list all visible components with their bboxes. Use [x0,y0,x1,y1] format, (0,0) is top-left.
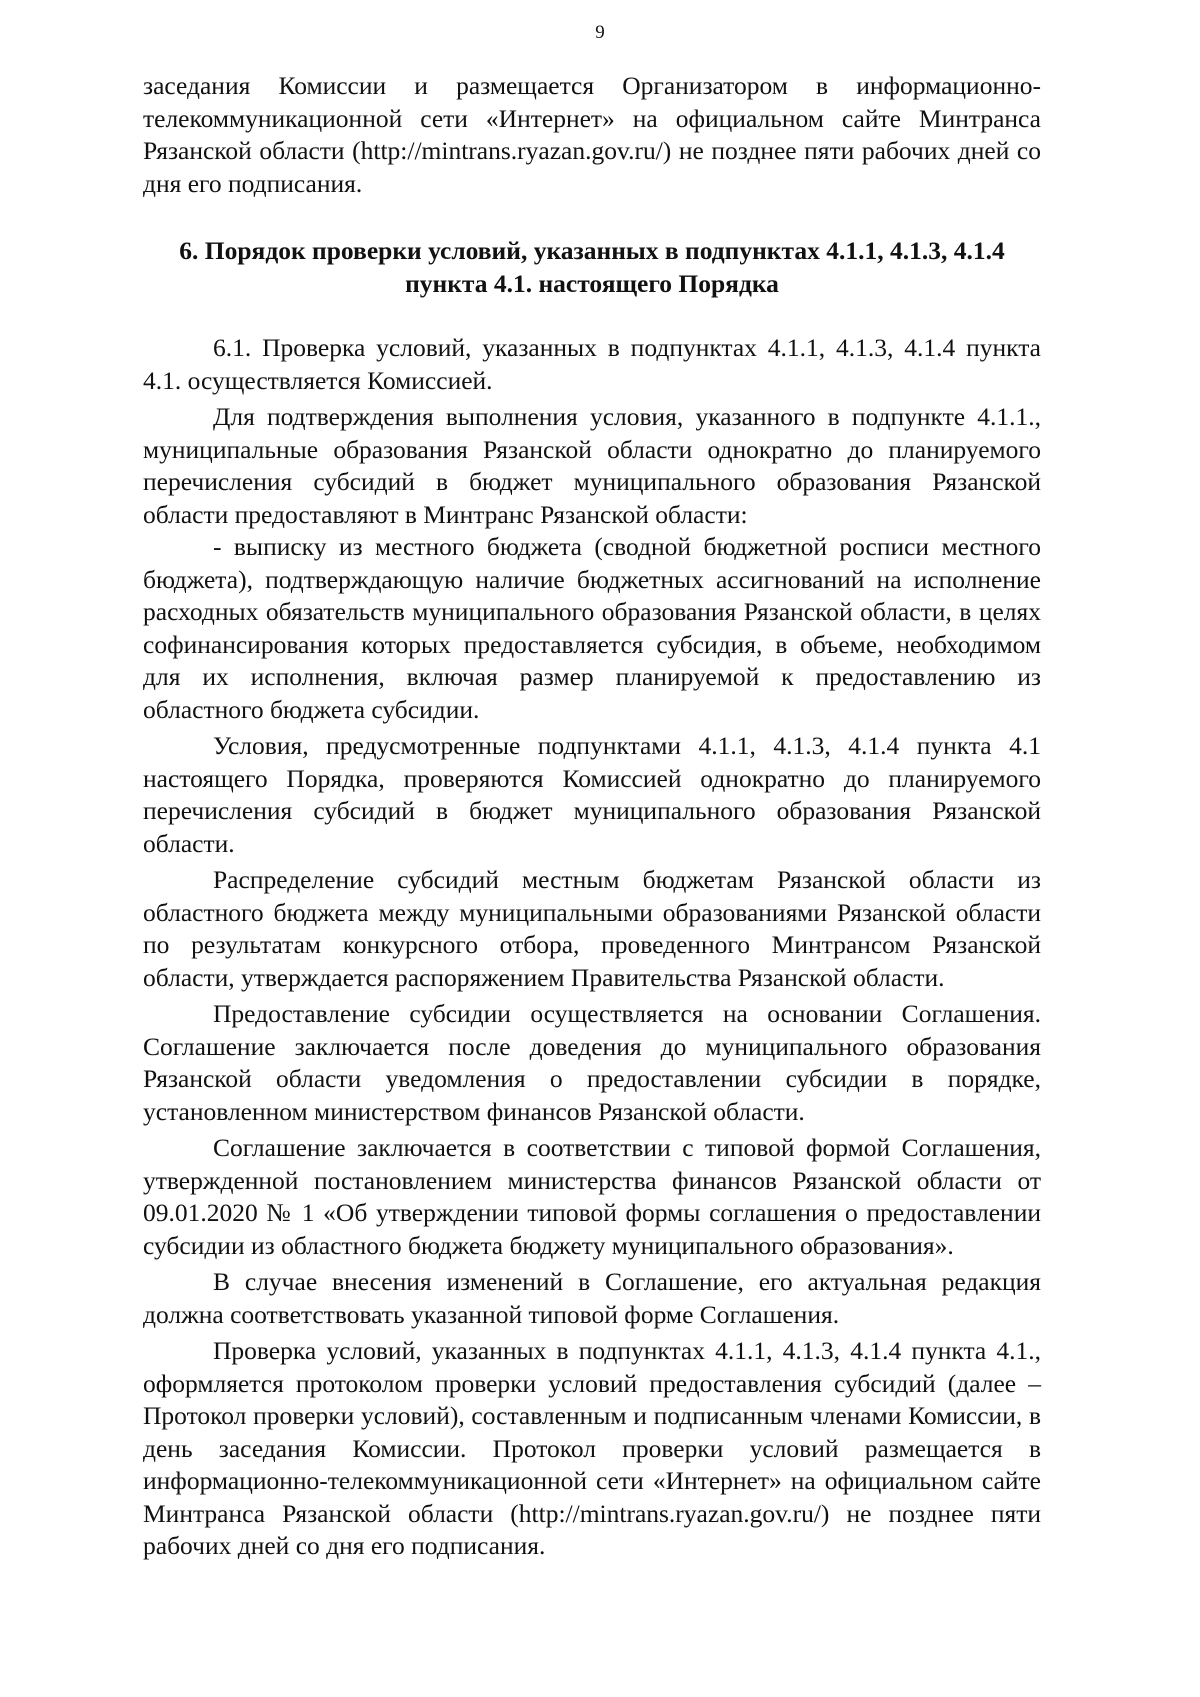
paragraph-agreement-changes: В случае внесения изменений в Соглашение, его актуальная редакция должна соответствовать указанной типовой форме Соглашения. [143,1267,1041,1329]
section-heading: 6. Порядок проверки условий, указанных в подпунктах 4.1.1, 4.1.3, 4.1.4 пункта 4.1. настоящего Порядка [179,236,1005,298]
paragraph-agreement-form: Соглашение заключается в соответствии с типовой формой Соглашения, утвержденной постановлением министерства финансов Рязанской области от 09.01.2020 № 1 «Об утверждении типовой формы соглашения о предоставлении субсидии из областного бюджета бюджету муниципального образования». [143,1133,1041,1260]
document-body [143,70,1041,1563]
paragraph-confirmation: Для подтверждения выполнения условия, указанного в подпункте 4.1.1., муниципальные образования Рязанской области однократно до планируемого перечисления субсидий в бюджет муниципального образования Рязанской области предоставляют в Минтранс Рязанской области: [143,402,1041,529]
paragraph-agreement-basis: Предоставление субсидии осуществляется на основании Соглашения. Соглашение заключается после доведения до муниципального образования Рязанской области уведомления о предоставлении субсидии в порядке, установленном министерством финансов Рязанской области. [143,999,1041,1126]
paragraph-continuation: заседания Комиссии и размещается Организатором в информационно-телекоммуникационной сети «Интернет» на официальном сайте Минтранса Рязанской области (http://mintrans.ryazan.gov.ru/) не позднее пяти рабочих дней со дня его подписания. [143,71,1041,198]
paragraph-distribution: Распределение субсидий местным бюджетам Рязанской области из областного бюджета между муниципальными образованиями Рязанской области по результатам конкурсного отбора, проведенного Минтрансом Рязанской области, утверждается распоряжением Правительства Рязанской области. [143,865,1041,992]
paragraph-list-item: - выписку из местного бюджета (сводной бюджетной росписи местного бюджета), подтверждающую наличие бюджетных ассигнований на исполнение расходных обязательств муниципального образования Рязанской области, в целях софинансирования которых предоставляется субсидия, в объеме, необходимом для их исполнения, включая размер планируемой к предоставлению из областного бюджета субсидии. [143,532,1041,724]
paragraph-protocol: Проверка условий, указанных в подпунктах 4.1.1, 4.1.3, 4.1.4 пункта 4.1., оформляется протоколом проверки условий предоставления субсидий (далее – Протокол проверки условий), составленным и подписанным членами Комиссии, в день заседания Комиссии. Протокол проверки условий размещается в информационно-телекоммуникационной сети «Интернет» на официальном сайте Минтранса Рязанской области (http://mintrans.ryazan.gov.ru/) не позднее пяти рабочих дней со дня его подписания. [143,1336,1041,1560]
paragraph-6-1: 6.1. Проверка условий, указанных в подпунктах 4.1.1, 4.1.3, 4.1.4 пункта 4.1. осуществляется Комиссией. [143,333,1041,395]
page-number: 9 [595,22,605,43]
paragraph-conditions: Условия, предусмотренные подпунктами 4.1.1, 4.1.3, 4.1.4 пункта 4.1 настоящего Порядка, проверяются Комиссией однократно до планируемого перечисления субсидий в бюджет муниципального образования Рязанской области. [143,731,1041,858]
